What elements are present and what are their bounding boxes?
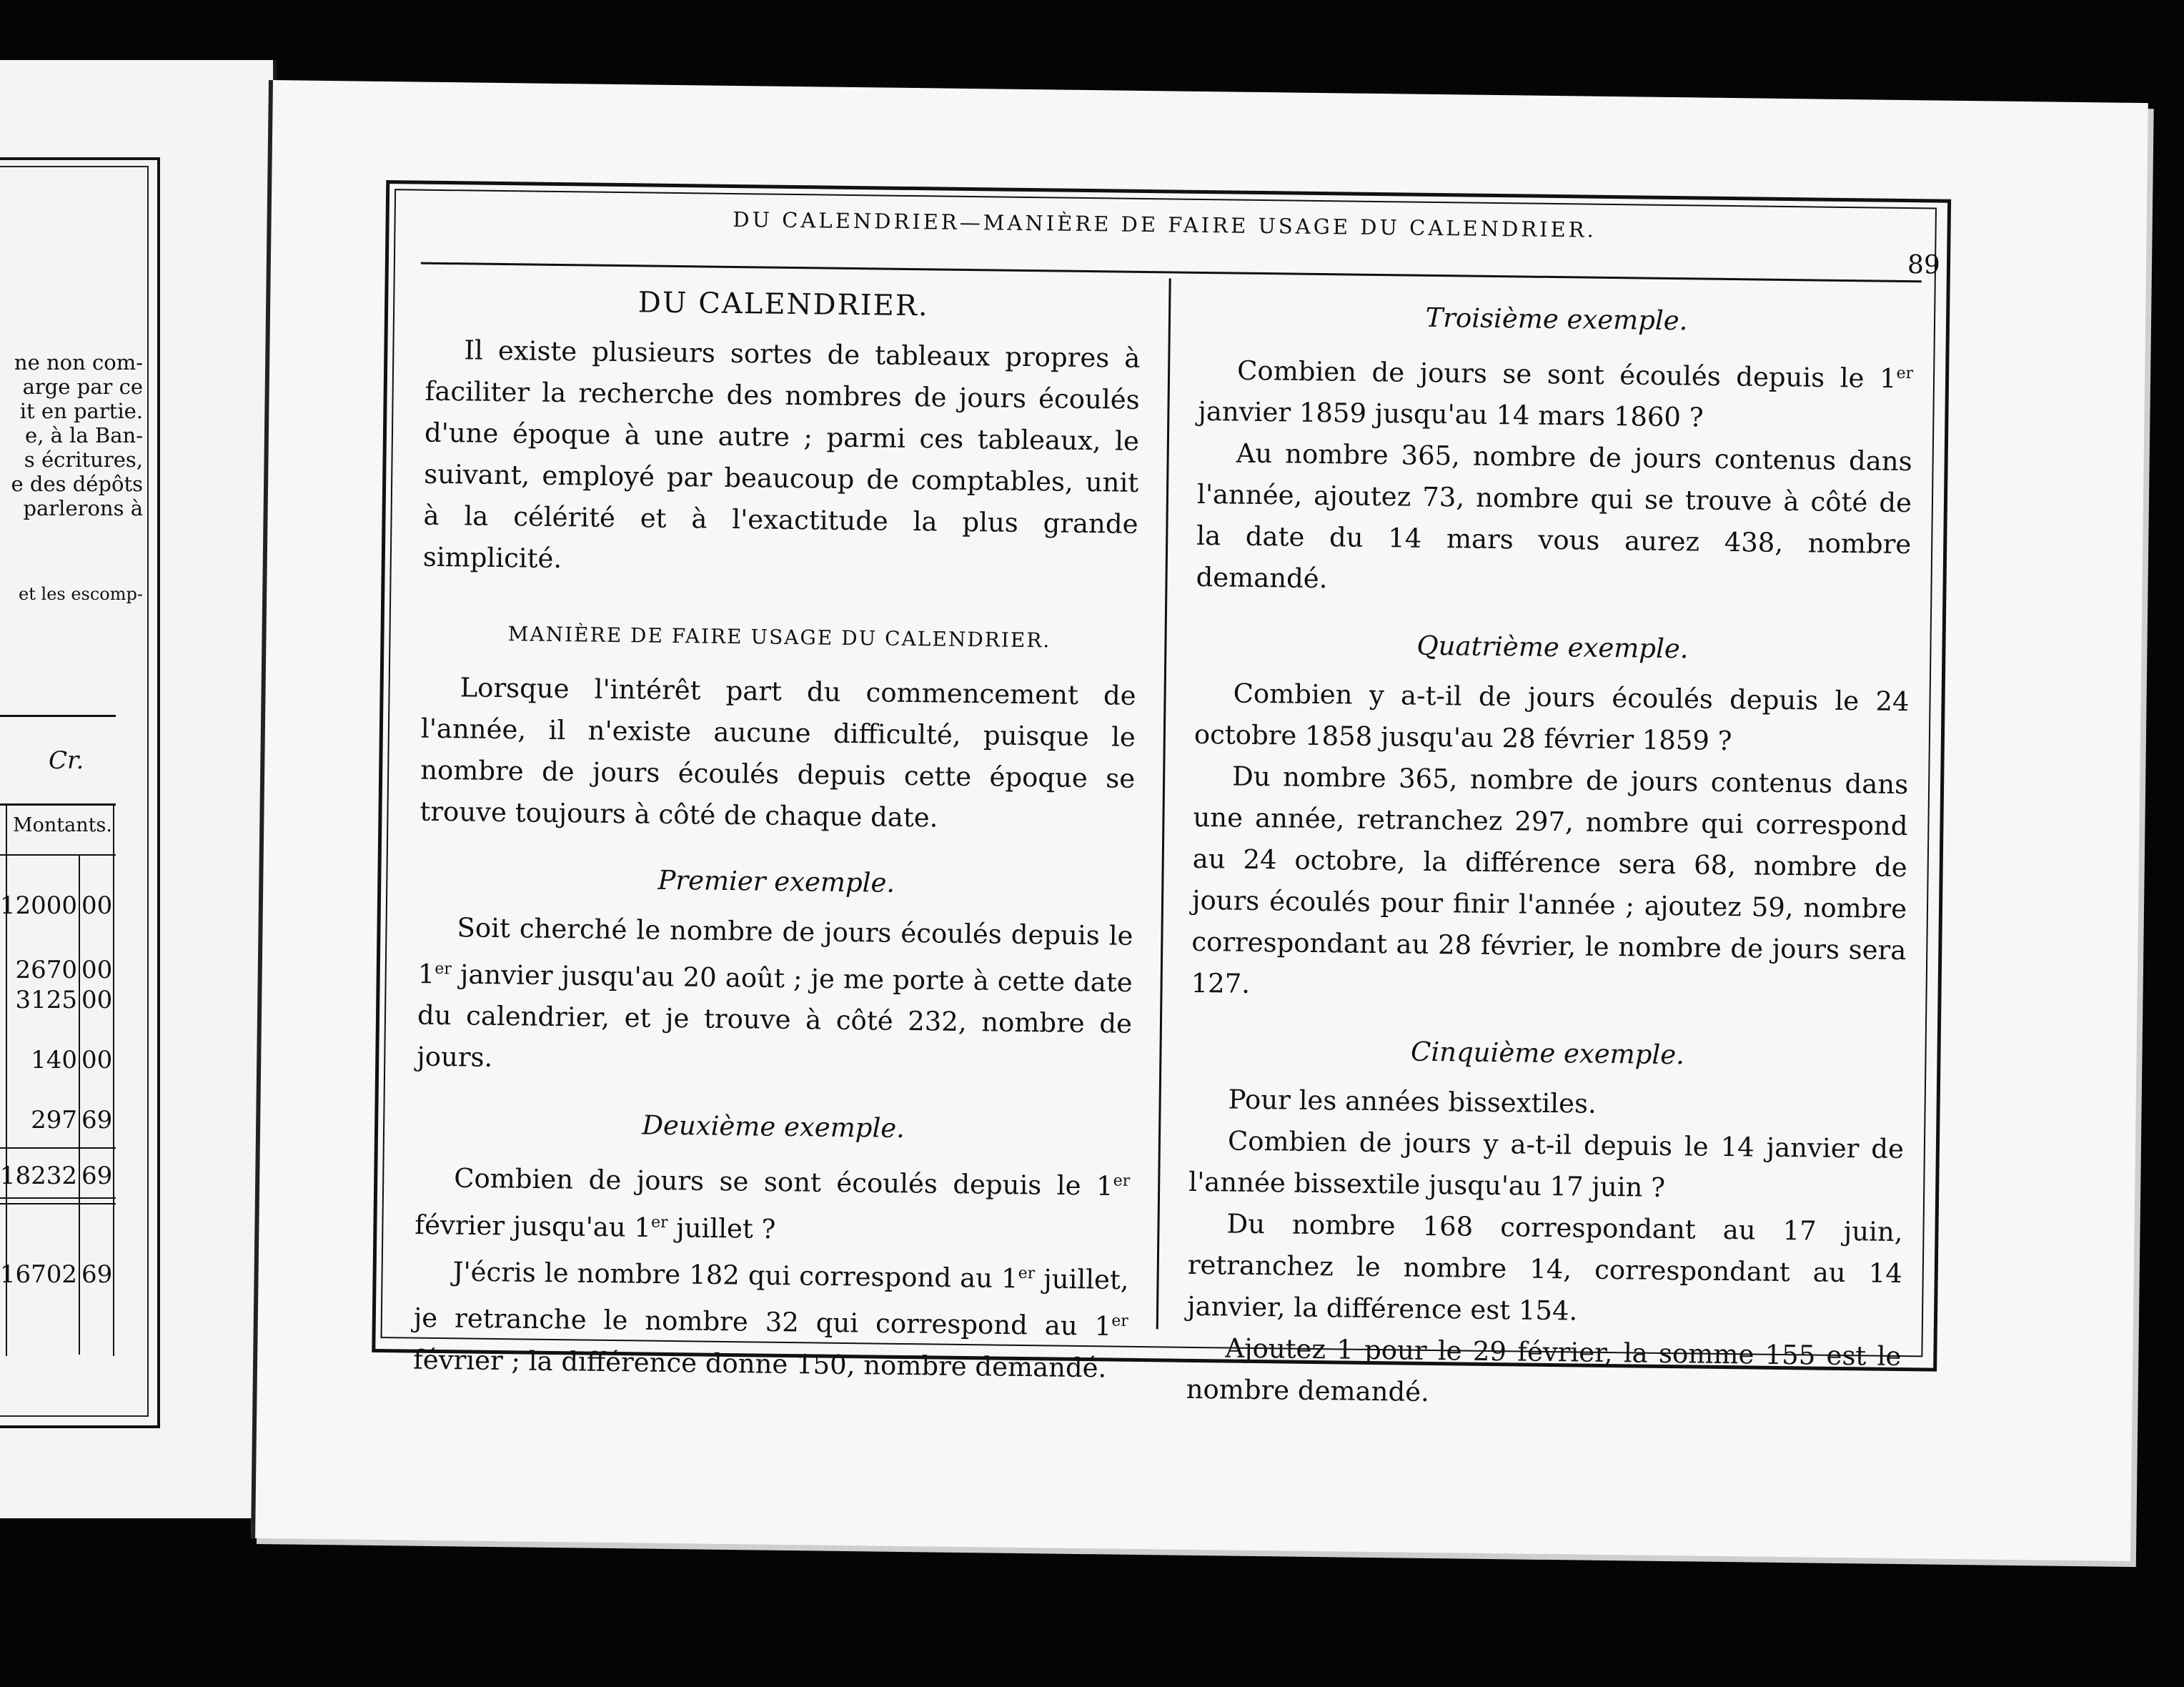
previous-page-rule <box>0 715 116 717</box>
table-row <box>0 1106 116 1134</box>
table-row <box>0 1046 116 1074</box>
ordinal-suffix: er <box>1113 1172 1131 1191</box>
table-row <box>0 1260 116 1289</box>
amount-integer: 2670 <box>15 956 77 984</box>
amount-integer: 12000 <box>0 891 77 920</box>
amount-integer: 16702 <box>0 1260 77 1289</box>
example-text: février ; la différence donne 150, nombre demandé. <box>412 1344 1107 1384</box>
table-row <box>0 986 116 1014</box>
ordinal-suffix: er <box>1896 364 1914 383</box>
amount-integer: 140 <box>31 1046 77 1074</box>
total-rule <box>0 1147 116 1149</box>
example-text: janvier 1859 jusqu'au 14 mars 1860 ? <box>1198 396 1704 433</box>
table-row <box>0 956 116 984</box>
amount-decimal: 69 <box>81 1260 113 1289</box>
amount-decimal: 00 <box>81 986 113 1014</box>
example-text: J'écris le nombre 182 qui correspond au 1 <box>452 1256 1018 1295</box>
example-text: Combien de jours se sont écoulés depuis le 1 <box>1236 355 1897 395</box>
table-header-rule <box>0 854 116 856</box>
example-intro: Pour les années bissextiles. <box>1228 1084 1597 1120</box>
example-text: janvier jusqu'au 20 août ; je me porte à cette date du calendrier, et je trouve à côté 232, nombre de jours. <box>417 959 1133 1074</box>
ordinal-suffix: er <box>1018 1264 1036 1283</box>
example-title: Premier exemple. <box>657 864 895 899</box>
example-answer <box>413 1246 1129 1390</box>
example-question <box>1198 345 1913 442</box>
example-title: Quatrième exemple. <box>1416 630 1689 665</box>
previous-page-text-line: ne non com- <box>14 350 143 375</box>
previous-page-text-line: e des dépôts <box>11 472 143 496</box>
ordinal-suffix: er <box>650 1213 668 1232</box>
previous-page-text-line: parlerons à <box>23 496 143 520</box>
previous-page <box>0 60 277 1518</box>
total-rule <box>0 1197 116 1199</box>
previous-page-text-line: arge par ce <box>22 375 143 399</box>
amount-decimal: 00 <box>81 956 113 984</box>
previous-page-text-line: it en partie. <box>19 399 143 423</box>
book-page <box>251 80 2148 1561</box>
example-text: juillet, je retranche le nombre 32 qui correspond au 1 <box>413 1263 1129 1342</box>
example-answer: Du nombre 168 correspondant au 17 juin, retranchez le nombre 14, correspondant au 14 janvier, la différence est 154. <box>1186 1208 1903 1327</box>
running-head: DU CALENDRIER—MANIÈRE DE FAIRE USAGE DU CALENDRIER. <box>733 207 1597 242</box>
table-row-total <box>0 1162 116 1190</box>
example-question: Combien y a-t-il de jours écoulés depuis le 24 octobre 1858 jusqu'au 28 février 1859 ? <box>1193 678 1910 757</box>
example-question: Combien de jours y a-t-il depuis le 14 janvier de l'année bissextile jusqu'au 17 juin ? <box>1188 1125 1905 1204</box>
ordinal-suffix: er <box>435 959 452 979</box>
ordinal-number: 1 <box>417 958 435 990</box>
example-text: juillet ? <box>667 1212 776 1245</box>
example-title: Deuxième exemple. <box>642 1109 905 1144</box>
total-rule <box>0 1203 116 1204</box>
example-text: février jusqu'au 1 <box>415 1209 652 1243</box>
example-title: Cinquième exemple. <box>1410 1036 1685 1071</box>
right-column <box>1186 285 1914 1419</box>
amounts-table <box>0 803 116 1356</box>
previous-page-note: et les escomp- <box>19 584 143 604</box>
intro-paragraph: Il existe plusieurs sortes de tableaux propres à faciliter la recherche des nombres de jours écoulés d'une époque à une autre ; parmi ces tableaux, le suivant, employé par beaucoup de comptables, unit à la célérité et à l'exactitude la plus grande simplicité. <box>422 335 1141 575</box>
usage-paragraph: Lorsque l'intérêt part du commencement de l'année, il n'existe aucune difficulté, puisque le nombre de jours écoulés depuis cette époque se trouve toujours à côté de chaque date. <box>420 672 1136 833</box>
left-column <box>413 275 1141 1390</box>
example-title: Troisième exemple. <box>1425 302 1688 337</box>
example-text: Combien de jours se sont écoulés depuis le 1 <box>453 1162 1113 1202</box>
previous-page-text-line: e, à la Ban- <box>25 423 143 447</box>
amount-integer: 297 <box>31 1106 77 1134</box>
amount-decimal: 00 <box>81 891 113 920</box>
amount-decimal: 00 <box>81 1046 113 1074</box>
amount-integer: 3125 <box>15 986 77 1014</box>
example-answer: Au nombre 365, nombre de jours contenus dans l'année, ajoutez 73, nombre qui se trouve à côté de la date du 14 mars vous aurez 438, nombre demandé. <box>1196 437 1912 595</box>
previous-page-text-line: s écritures, <box>24 447 143 472</box>
example-answer: Du nombre 365, nombre de jours contenus dans une année, retranchez 297, nombre qui correspond au 24 octobre, la différence sera 68, nombre de jours écoulés pour finir l'année ; ajoutez 59, nombre correspondant au 28 février, le nombre de jours sera 127. <box>1191 761 1909 1000</box>
amount-integer: 18232 <box>0 1162 77 1190</box>
ordinal-suffix: er <box>1111 1312 1129 1331</box>
section-title: DU CALENDRIER. <box>637 286 929 323</box>
page-number: 89 <box>1907 250 1941 280</box>
table-row <box>0 891 116 920</box>
example-question <box>415 1152 1131 1255</box>
credit-label: Cr. <box>49 746 84 775</box>
amount-decimal: 69 <box>81 1162 113 1190</box>
example-paragraph <box>417 907 1133 1087</box>
subsection-title: MANIÈRE DE FAIRE USAGE DU CALENDRIER. <box>507 622 1051 653</box>
example-answer: Ajoutez 1 pour le 29 février, la somme 155 est le nombre demandé. <box>1186 1332 1902 1408</box>
table-header-montants: Montants. <box>13 814 112 836</box>
example-text: Soit cherché le nombre de jours écoulés depuis le <box>457 912 1133 951</box>
amount-decimal: 69 <box>81 1106 113 1134</box>
